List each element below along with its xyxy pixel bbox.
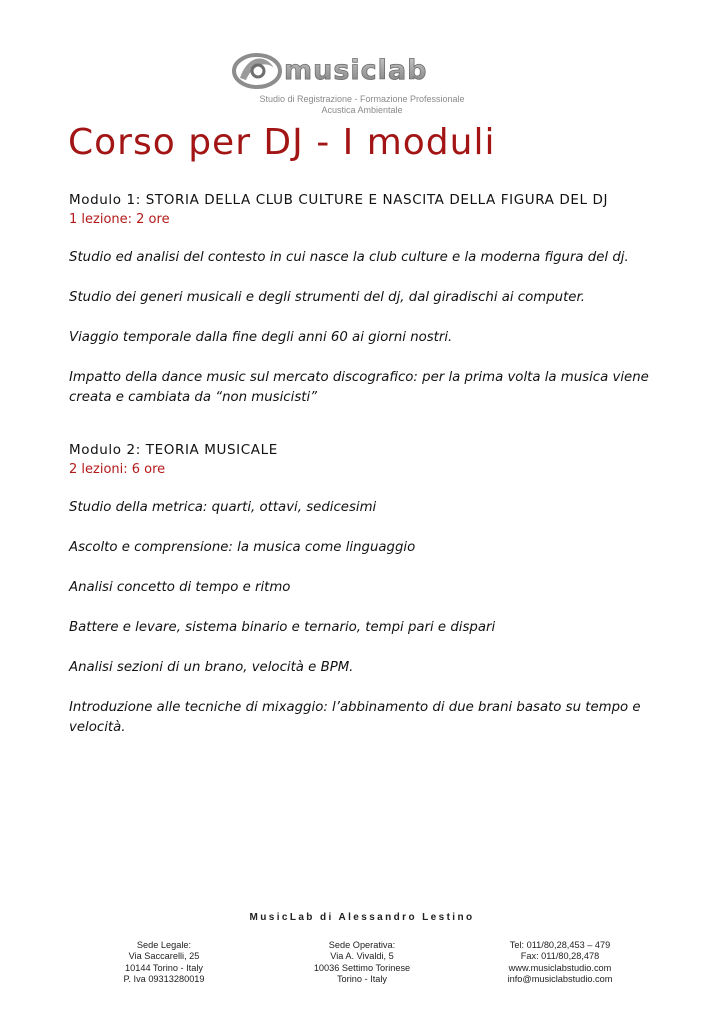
footer-legal-address (74, 940, 254, 986)
module-duration: 2 lezioni: 6 ore (69, 462, 166, 477)
footer-website-link[interactable]: www.musiclabstudio.com (508, 962, 612, 973)
footer-operative-street: Via A. Vivaldi, 5 (330, 951, 394, 962)
module-topic: Impatto della dance music sul mercato discografico: per la prima volta la musica viene creata e cambiata da “non musicisti” (69, 370, 649, 405)
footer-legal-city: 10144 Torino - Italy (125, 962, 203, 973)
module-heading: Modulo 2: TEORIA MUSICALE (69, 442, 278, 458)
footer-phone: Tel: 011/80,28,453 – 479 (509, 940, 611, 950)
footer-company-name: MusicLab di Alessandro Lestino (249, 912, 475, 923)
logo-tagline-line2: Acustica Ambientale (321, 105, 403, 115)
module-duration: 1 lezione: 2 ore (69, 212, 170, 227)
modules-content (69, 190, 659, 758)
footer-operative-city: 10036 Settimo Torinese (313, 962, 411, 973)
module-topic: Analisi concetto di tempo e ritmo (69, 580, 291, 595)
footer-fax: Fax: 011/80,28,478 (520, 951, 600, 962)
module-topic: Analisi sezioni di un brano, velocità e BPM. (69, 660, 354, 675)
logo-wordmark: musiclab (284, 55, 428, 86)
footer-contacts (470, 940, 650, 986)
module-2 (69, 440, 659, 738)
module-topic: Battere e levare, sistema binario e ternario, tempi pari e dispari (69, 620, 496, 635)
footer-operative-address (272, 940, 452, 986)
module-topic: Introduzione alle tecniche di mixaggio: l’abbinamento di due brani basato su tempo e velocità. (69, 700, 641, 735)
module-heading: Modulo 1: STORIA DELLA CLUB CULTURE E NASCITA DELLA FIGURA DEL DJ (69, 192, 609, 208)
logo-emblem-icon (234, 55, 280, 87)
page-title: Corso per DJ - I moduli (68, 122, 496, 163)
footer-email-link[interactable]: info@musiclabstudio.com (507, 974, 613, 985)
logo-tagline-line1: Studio di Registrazione - Formazione Professionale (259, 94, 465, 104)
musiclab-logo (230, 48, 492, 92)
module-topic: Studio della metrica: quarti, ottavi, sedicesimi (69, 500, 377, 515)
footer-legal-label: Sede Legale: (136, 940, 192, 950)
module-topic: Studio ed analisi del contesto in cui nasce la club culture e la moderna figura del dj. (69, 250, 629, 265)
module-topic: Studio dei generi musicali e degli strumenti del dj, dal giradischi ai computer. (69, 290, 585, 305)
footer-legal-vat: P. Iva 09313280019 (123, 974, 205, 985)
footer-legal-street: Via Saccarelli, 25 (128, 951, 200, 962)
musiclab-logo-graphic (230, 48, 492, 92)
module-1 (69, 190, 659, 408)
footer-operative-label: Sede Operativa: (328, 940, 396, 950)
footer-operative-region: Torino - Italy (336, 974, 388, 985)
module-topic: Ascolto e comprensione: la musica come linguaggio (69, 540, 416, 555)
module-topic: Viaggio temporale dalla fine degli anni 60 ai giorni nostri. (69, 330, 453, 345)
